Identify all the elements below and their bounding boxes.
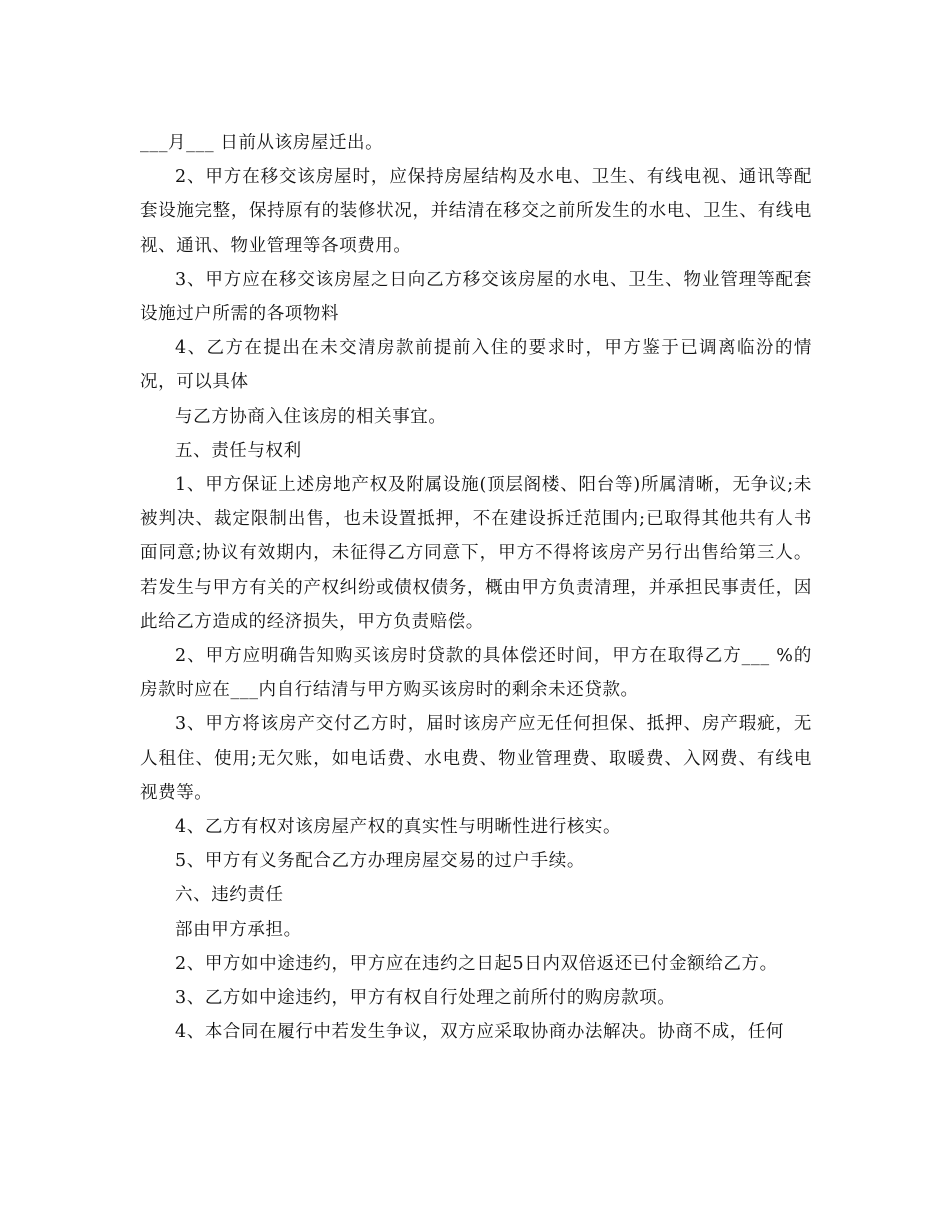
paragraph-clause-3-materials: 3、甲方应在移交该房屋之日向乙方移交该房屋的水电、卫生、物业管理等配套设施过户所需的各项物料 [140, 269, 812, 325]
section-heading-responsibilities: 五、责任与权利 [175, 440, 302, 461]
section-heading-breach: 六、违约责任 [175, 885, 284, 906]
paragraph-clause-2-handover: 2、甲方在移交该房屋时，应保持房屋结构及水电、卫生、有线电视、通讯等配套设施完整，保持原有的装修状况，并结清在移交之前所发生的水电、卫生、有线电视、通讯、物业管理等各项费用。 [140, 167, 812, 256]
paragraph-responsibility-1: 1、甲方保证上述房地产权及附属设施(顶层阁楼、阳台等)所属清晰，无争议;未被判决、裁定限制出售，也未设置抵押，不在建设拆迁范围内;已取得其他共有人书面同意;协议有效期内，未征得乙方同意下，甲方不得将该房产另行出售给第三人。若发生与甲方有关的产权纠纷或债权债务，概由甲方负责清理，并承担民事责任，因此给乙方造成的经济损失，甲方负责赔偿。 [140, 475, 812, 632]
paragraph-breach-3: 3、乙方如中途违约，甲方有权自行处理之前所付的购房款项。 [175, 988, 676, 1009]
paragraph-breach-fragment: 部由甲方承担。 [175, 919, 302, 940]
paragraph-responsibility-3: 3、甲方将该房产交付乙方时，届时该房产应无任何担保、抵押、房产瑕疵，无人租住、使用;无欠账，如电话费、水电费、物业管理费、取暖费、入网费、有线电视费等。 [140, 714, 812, 803]
paragraph-clause-4-early-moving: 4、乙方在提出在未交清房款前提前入住的要求时，甲方鉴于已调离临汾的情况，可以具体 [140, 338, 812, 393]
paragraph-move-out-date: ___月___ 日前从该房屋迁出。 [140, 133, 384, 153]
paragraph-breach-4: 4、本合同在履行中若发生争议，双方应采取协商办法解决。协商不成，任何 [175, 1022, 785, 1043]
paragraph-responsibility-2: 2、甲方应明确告知购买该房时贷款的具体偿还时间，甲方在取得乙方___ %的房款时应在___内自行结清与甲方购买该房时的剩余未还贷款。 [140, 646, 812, 701]
document-body [140, 126, 812, 1049]
paragraph-responsibility-4: 4、乙方有权对该房屋产权的真实性与明晰性进行核实。 [175, 817, 622, 838]
paragraph-breach-2: 2、甲方如中途违约，甲方应在违约之日起5日内双倍返还已付金额给乙方。 [175, 953, 778, 974]
paragraph-responsibility-5: 5、甲方有义务配合乙方办理房屋交易的过户手续。 [175, 851, 585, 872]
paragraph-clause-4-continued: 与乙方协商入住该房的相关事宜。 [175, 406, 447, 427]
